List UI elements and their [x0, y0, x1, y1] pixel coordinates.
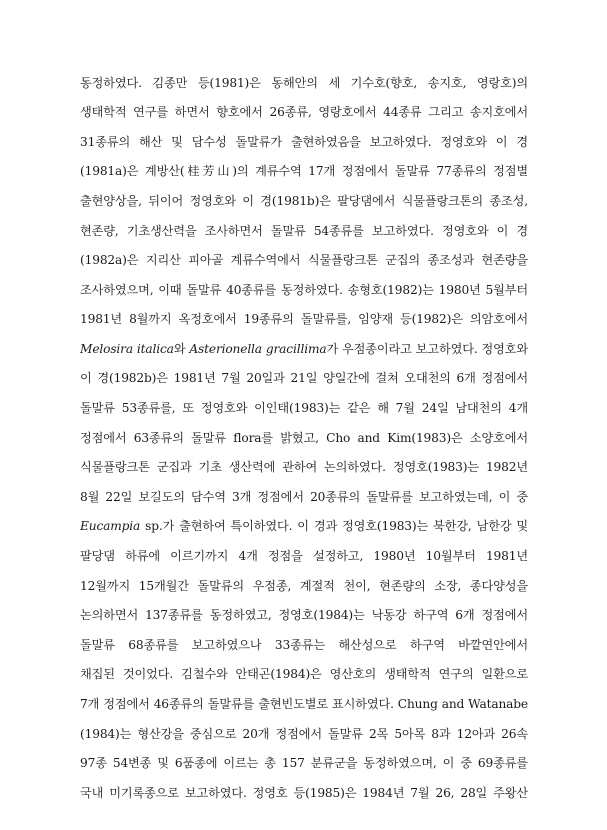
body-line: 팔당댐 하류에 이르기까지 4개 정점을 설정하고, 1980년 10월부터 1981년 [80, 549, 528, 563]
body-line: (1982a)은 지리산 피아골 계류수역에서 식물플랑크톤 군집의 종조성과 현존량을 [80, 253, 528, 267]
body-line-species [80, 518, 528, 534]
body-line: 식물플랑크톤 군집과 기초 생산력에 관하여 논의하였다. 정영호(1983)는 1982년 [80, 460, 528, 474]
body-line: (1981a)은 계방산(桂芳山)의 계류수역 17개 정점에서 돌말류 77종류의 정점별 [80, 164, 528, 178]
body-line: 국내 미기록종으로 보고하였다. 정영호 등(1985)은 1984년 7월 26, 28일 주왕산 [80, 786, 528, 800]
body-line: 논의하면서 137종류를 동정하였고, 정영호(1984)는 낙동강 하구역 6개 정점에서 [80, 608, 528, 622]
species-name: Melosira italica [80, 342, 174, 356]
body-line: 조사하였으며, 이때 돌말류 40종류를 동정하였다. 송형호(1982)는 1980년 5월부터 [80, 283, 528, 297]
body-line-species [80, 341, 528, 357]
species-name: Asterionella gracillima [189, 342, 327, 356]
body-line: 현존량, 기초생산력을 조사하면서 돌말류 54종류를 보고하였다. 정영호와 이 경 [80, 224, 528, 238]
body-line: 31종류의 해산 및 담수성 돌말류가 출현하였음을 보고하였다. 정영호와 이 경 [80, 135, 528, 149]
body-line: 돌말류 68종류를 보고하였으나 33종류는 해산성으로 하구역 바깥연안에서 [80, 638, 528, 652]
body-line: 생태학적 연구를 하면서 향호에서 26종류, 영랑호에서 44종류 그리고 송지호에서 [80, 105, 528, 119]
body-line: 채집된 것이었다. 김철수와 안태곤(1984)은 영산호의 생태학적 연구의 일환으로 [80, 667, 528, 681]
body-line: 동정하였다. 김종만 등(1981)은 동해안의 세 기수호(향호, 송지호, 영랑호)의 [80, 76, 528, 90]
conjunction: 와 [173, 342, 190, 356]
body-line: 7개 정점에서 46종류의 돌말류를 출현빈도별로 표시하였다. Chung and Watanabe [80, 697, 528, 711]
species-name: Eucampia [80, 519, 141, 533]
body-line: 8월 22일 보길도의 담수역 3개 정점에서 20종류의 돌말류를 보고하였는데, 이 중 [80, 490, 528, 504]
body-line: 출현양상을, 뒤이어 정영호와 이 경(1981b)은 팔당댐에서 식물플랑크톤의 종조성, [80, 194, 528, 208]
body-line: 1981년 8월까지 옥정호에서 19종류의 돌말류를, 임양재 등(1982)은 의암호에서 [80, 312, 528, 326]
body-line: 97종 54변종 및 6품종에 이르는 총 157 분류군을 동정하였으며, 이 중 69종류를 [80, 756, 528, 770]
body-line: (1984)는 형산강을 중심으로 20개 정점에서 돌말류 2목 5아목 8과 12아과 26속 [80, 727, 528, 741]
body-line: 12월까지 15개월간 돌말류의 우점종, 계절적 천이, 현존량의 소장, 종다양성을 [80, 579, 528, 593]
line-text: sp.가 출현하여 특이하였다. 이 경과 정영호(1983)는 북한강, 남한강 및 [140, 519, 528, 533]
line-text: 가 우점종이라고 보고하였다. 정영호와 [326, 342, 528, 356]
body-line: 돌말류 53종류를, 또 정영호와 이인태(1983)는 같은 해 7월 24일 남대천의 4개 [80, 401, 528, 415]
body-line: 정점에서 63종류의 돌말류 flora를 밝혔고, Cho and Kim(1983)은 소양호에서 [80, 431, 528, 445]
body-line: 이 경(1982b)은 1981년 7월 20일과 21일 양일간에 걸쳐 오대천의 6개 정점에서 [80, 371, 528, 385]
